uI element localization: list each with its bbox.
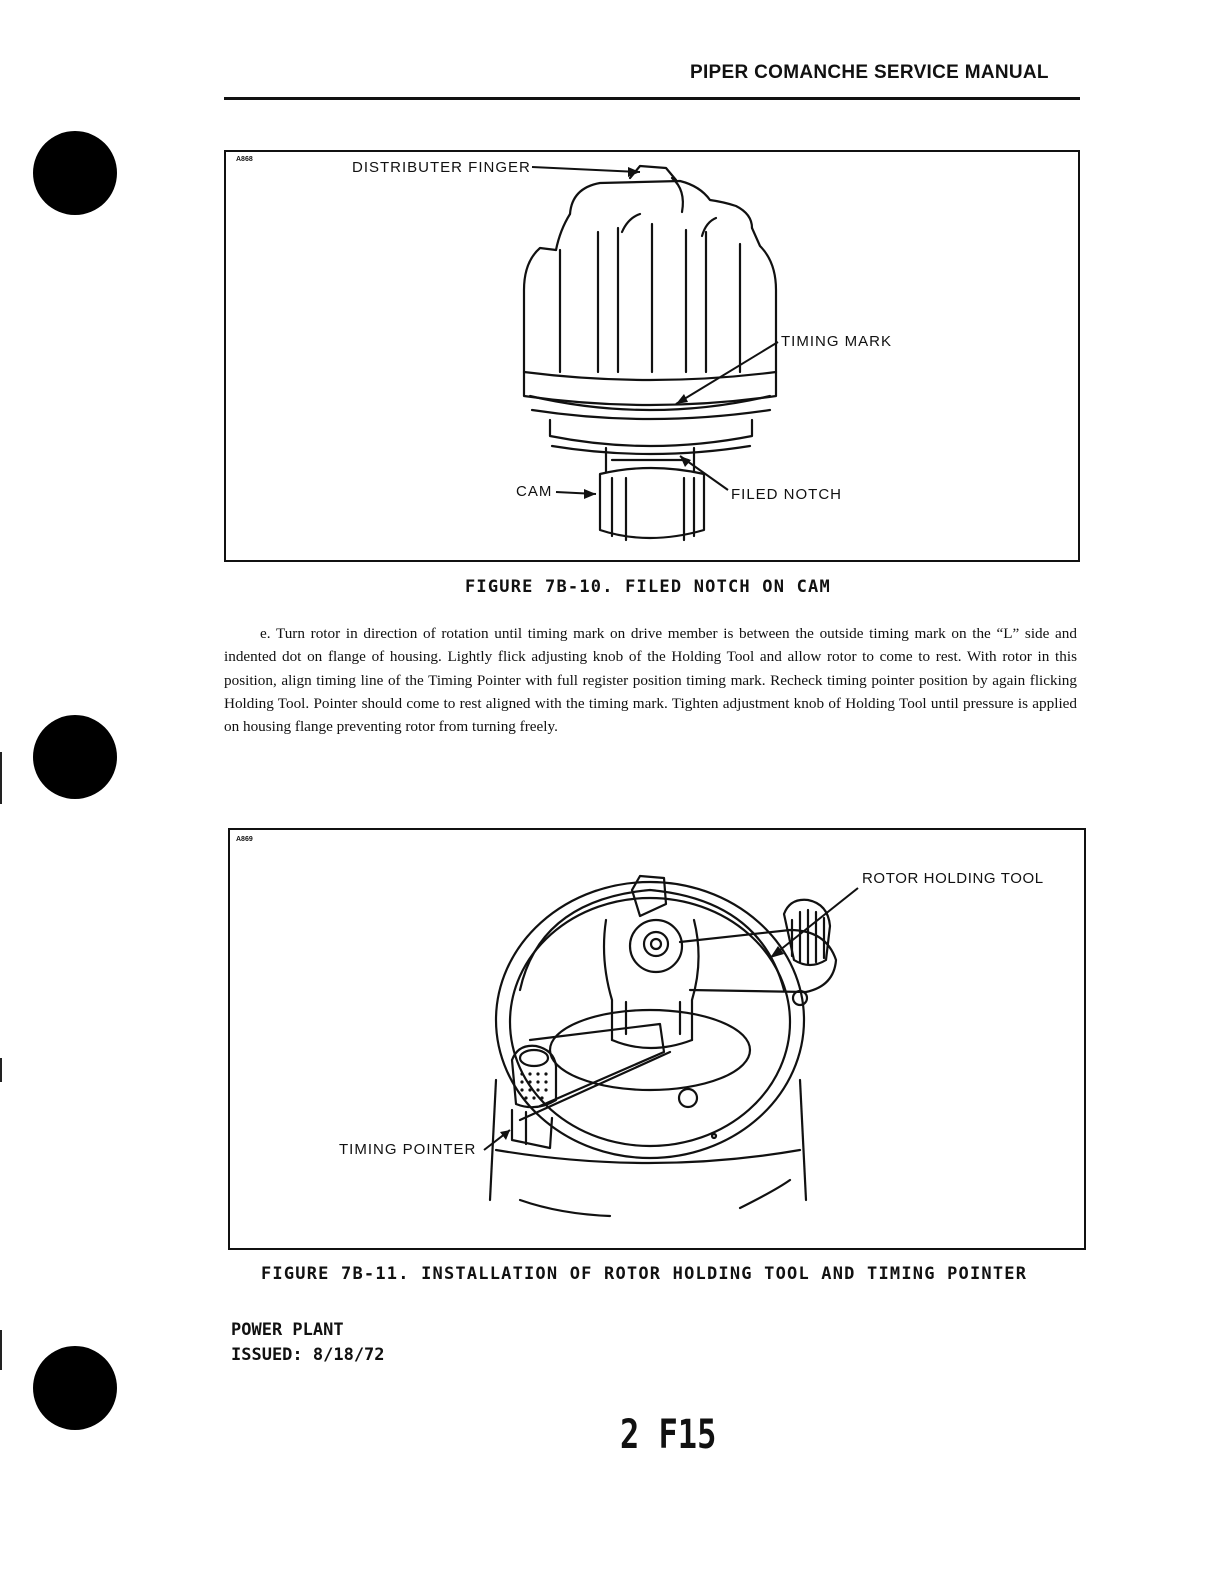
label-distributer-finger: DISTRIBUTER FINGER	[352, 159, 531, 176]
figure-10-caption: FIGURE 7B-10. FILED NOTCH ON CAM	[465, 577, 831, 597]
label-rotor-holding-tool: ROTOR HOLDING TOOL	[862, 870, 1044, 887]
figure-11-caption: FIGURE 7B-11. INSTALLATION OF ROTOR HOLDING TOOL AND TIMING POINTER	[261, 1264, 1028, 1284]
label-timing-pointer: TIMING POINTER	[339, 1141, 477, 1158]
footer-section: POWER PLANT	[231, 1320, 344, 1340]
footer-issued-date: ISSUED: 8/18/72	[231, 1345, 385, 1365]
figure-11-code: A869	[236, 836, 253, 843]
page-number: 2 F15	[620, 1412, 717, 1458]
label-cam: CAM	[516, 483, 553, 500]
label-filed-notch: FILED NOTCH	[731, 486, 843, 503]
manual-title: PIPER COMANCHE SERVICE MANUAL	[690, 62, 1049, 83]
figure-10-code: A868	[236, 156, 253, 163]
label-timing-mark: TIMING MARK	[781, 333, 892, 350]
step-text: Turn rotor in direction of rotation until timing mark on drive member is between the outside timing mark on the “L” side and indented dot on flange of housing. Lightly flick adjusting knob of the Holding Tool and allow rotor to come to rest. With rotor in this position, align timing line of the Timing Pointer with full register position timing mark. Recheck timing pointer position by again flicking Holding Tool. Pointer should come to rest aligned with the timing mark. Tighten adjustment knob of Holding Tool until pressure is applied on housing flange preventing rotor from turning freely.	[224, 625, 1077, 736]
step-marker: e.	[260, 625, 271, 642]
